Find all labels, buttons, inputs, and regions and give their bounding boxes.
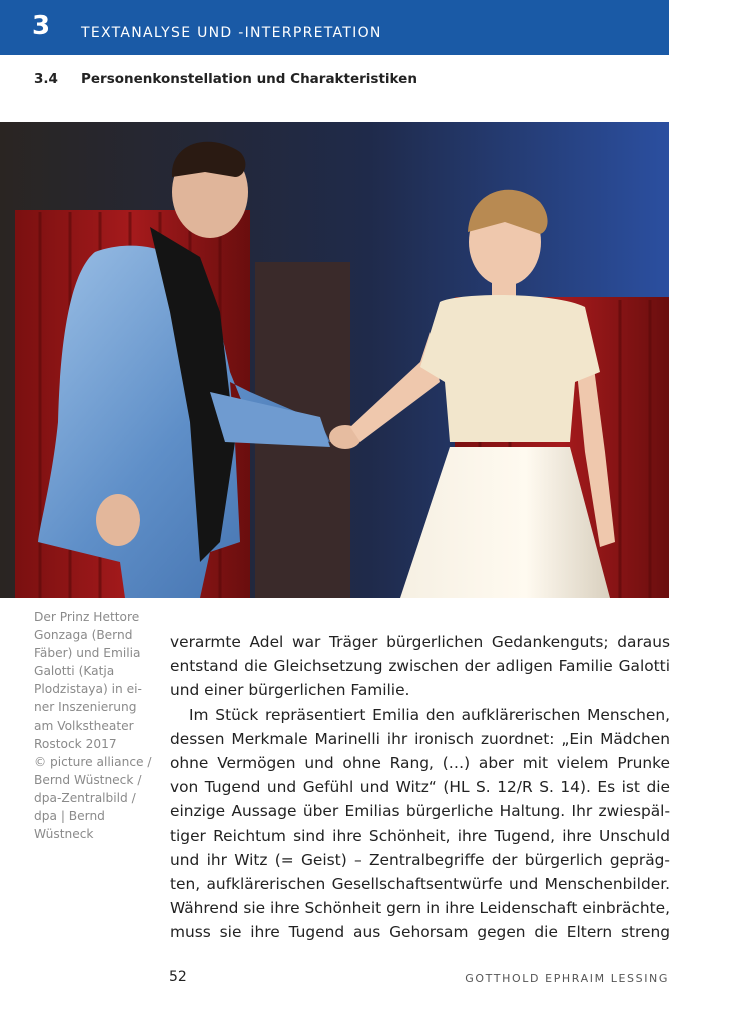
caption-line: dpa | Bernd [34, 809, 105, 824]
caption-line: Fäber) und Emilia [34, 646, 141, 661]
caption-line: Der Prinz Hettore [34, 610, 140, 624]
body-line: verarmte Adel war Träger bürgerlichen Gedankenguts; daraus [170, 633, 670, 651]
section-number: 3.4 [34, 71, 58, 87]
body-line: muss sie ihre Tugend aus Gehorsam gegen die Eltern streng [170, 923, 670, 942]
body-line: Im Stück repräsentiert Emilia den aufklärerischen Menschen, [189, 705, 670, 724]
body-line: tiger Reichtum sind ihre Schönheit, ihre Tugend, ihre Unschuld [170, 826, 670, 845]
body-text [170, 630, 670, 945]
caption-line: Bernd Wüstneck / [34, 772, 142, 787]
body-line: Während sie ihre Schönheit gern in ihre Leidenschaft einbrächte, [170, 899, 670, 918]
caption-line: ner Inszenierung [34, 700, 137, 715]
caption-line: Wüstneck [34, 827, 94, 842]
body-line: ohne Vermögen und ohne Rang, (…) aber mit vielem Prunke [170, 754, 670, 773]
caption-line: Gonzaga (Bernd [34, 628, 133, 643]
stage-photo [0, 122, 669, 598]
body-line: und ihr Witz (= Geist) – Zentralbegriffe der bürgerlich gepräg- [170, 850, 670, 869]
section-title: Personenkonstellation und Charakteristiken [81, 71, 417, 87]
photo-caption [34, 608, 159, 843]
chapter-number: 3 [32, 11, 51, 41]
caption-line: Galotti (Katja [34, 664, 115, 679]
body-line: entstand die Gleichsetzung zwischen der adligen Familie Galotti [170, 657, 670, 676]
running-footer-title: GOTTHOLD EPHRAIM LESSING [465, 972, 669, 985]
chapter-header-bar [0, 0, 669, 55]
body-line: und einer bürgerlichen Familie. [170, 681, 410, 700]
caption-line: dpa-Zentralbild / [34, 790, 136, 805]
caption-line: am Volkstheater [34, 718, 134, 733]
caption-line: © picture alliance / [34, 754, 152, 769]
body-line: dessen Merkmale Marinelli ihr ironisch zuordnet: „Ein Mädchen [170, 729, 670, 748]
caption-line: Rostock 2017 [34, 736, 117, 751]
body-line: ten, aufklärerischen Gesellschaftsentwürfe und Menschenbilder. [170, 875, 670, 894]
caption-line: Plodzistaya) in ei- [34, 682, 142, 697]
body-line: von Tugend und Gefühl und Witz“ (HL S. 12/R S. 14). Es ist die [170, 778, 670, 797]
page-number: 52 [169, 969, 187, 985]
body-line: einzige Aussage über Emilias bürgerliche Haltung. Ihr zwiespäl- [170, 802, 670, 821]
chapter-title: TEXTANALYSE UND -INTERPRETATION [81, 25, 382, 41]
